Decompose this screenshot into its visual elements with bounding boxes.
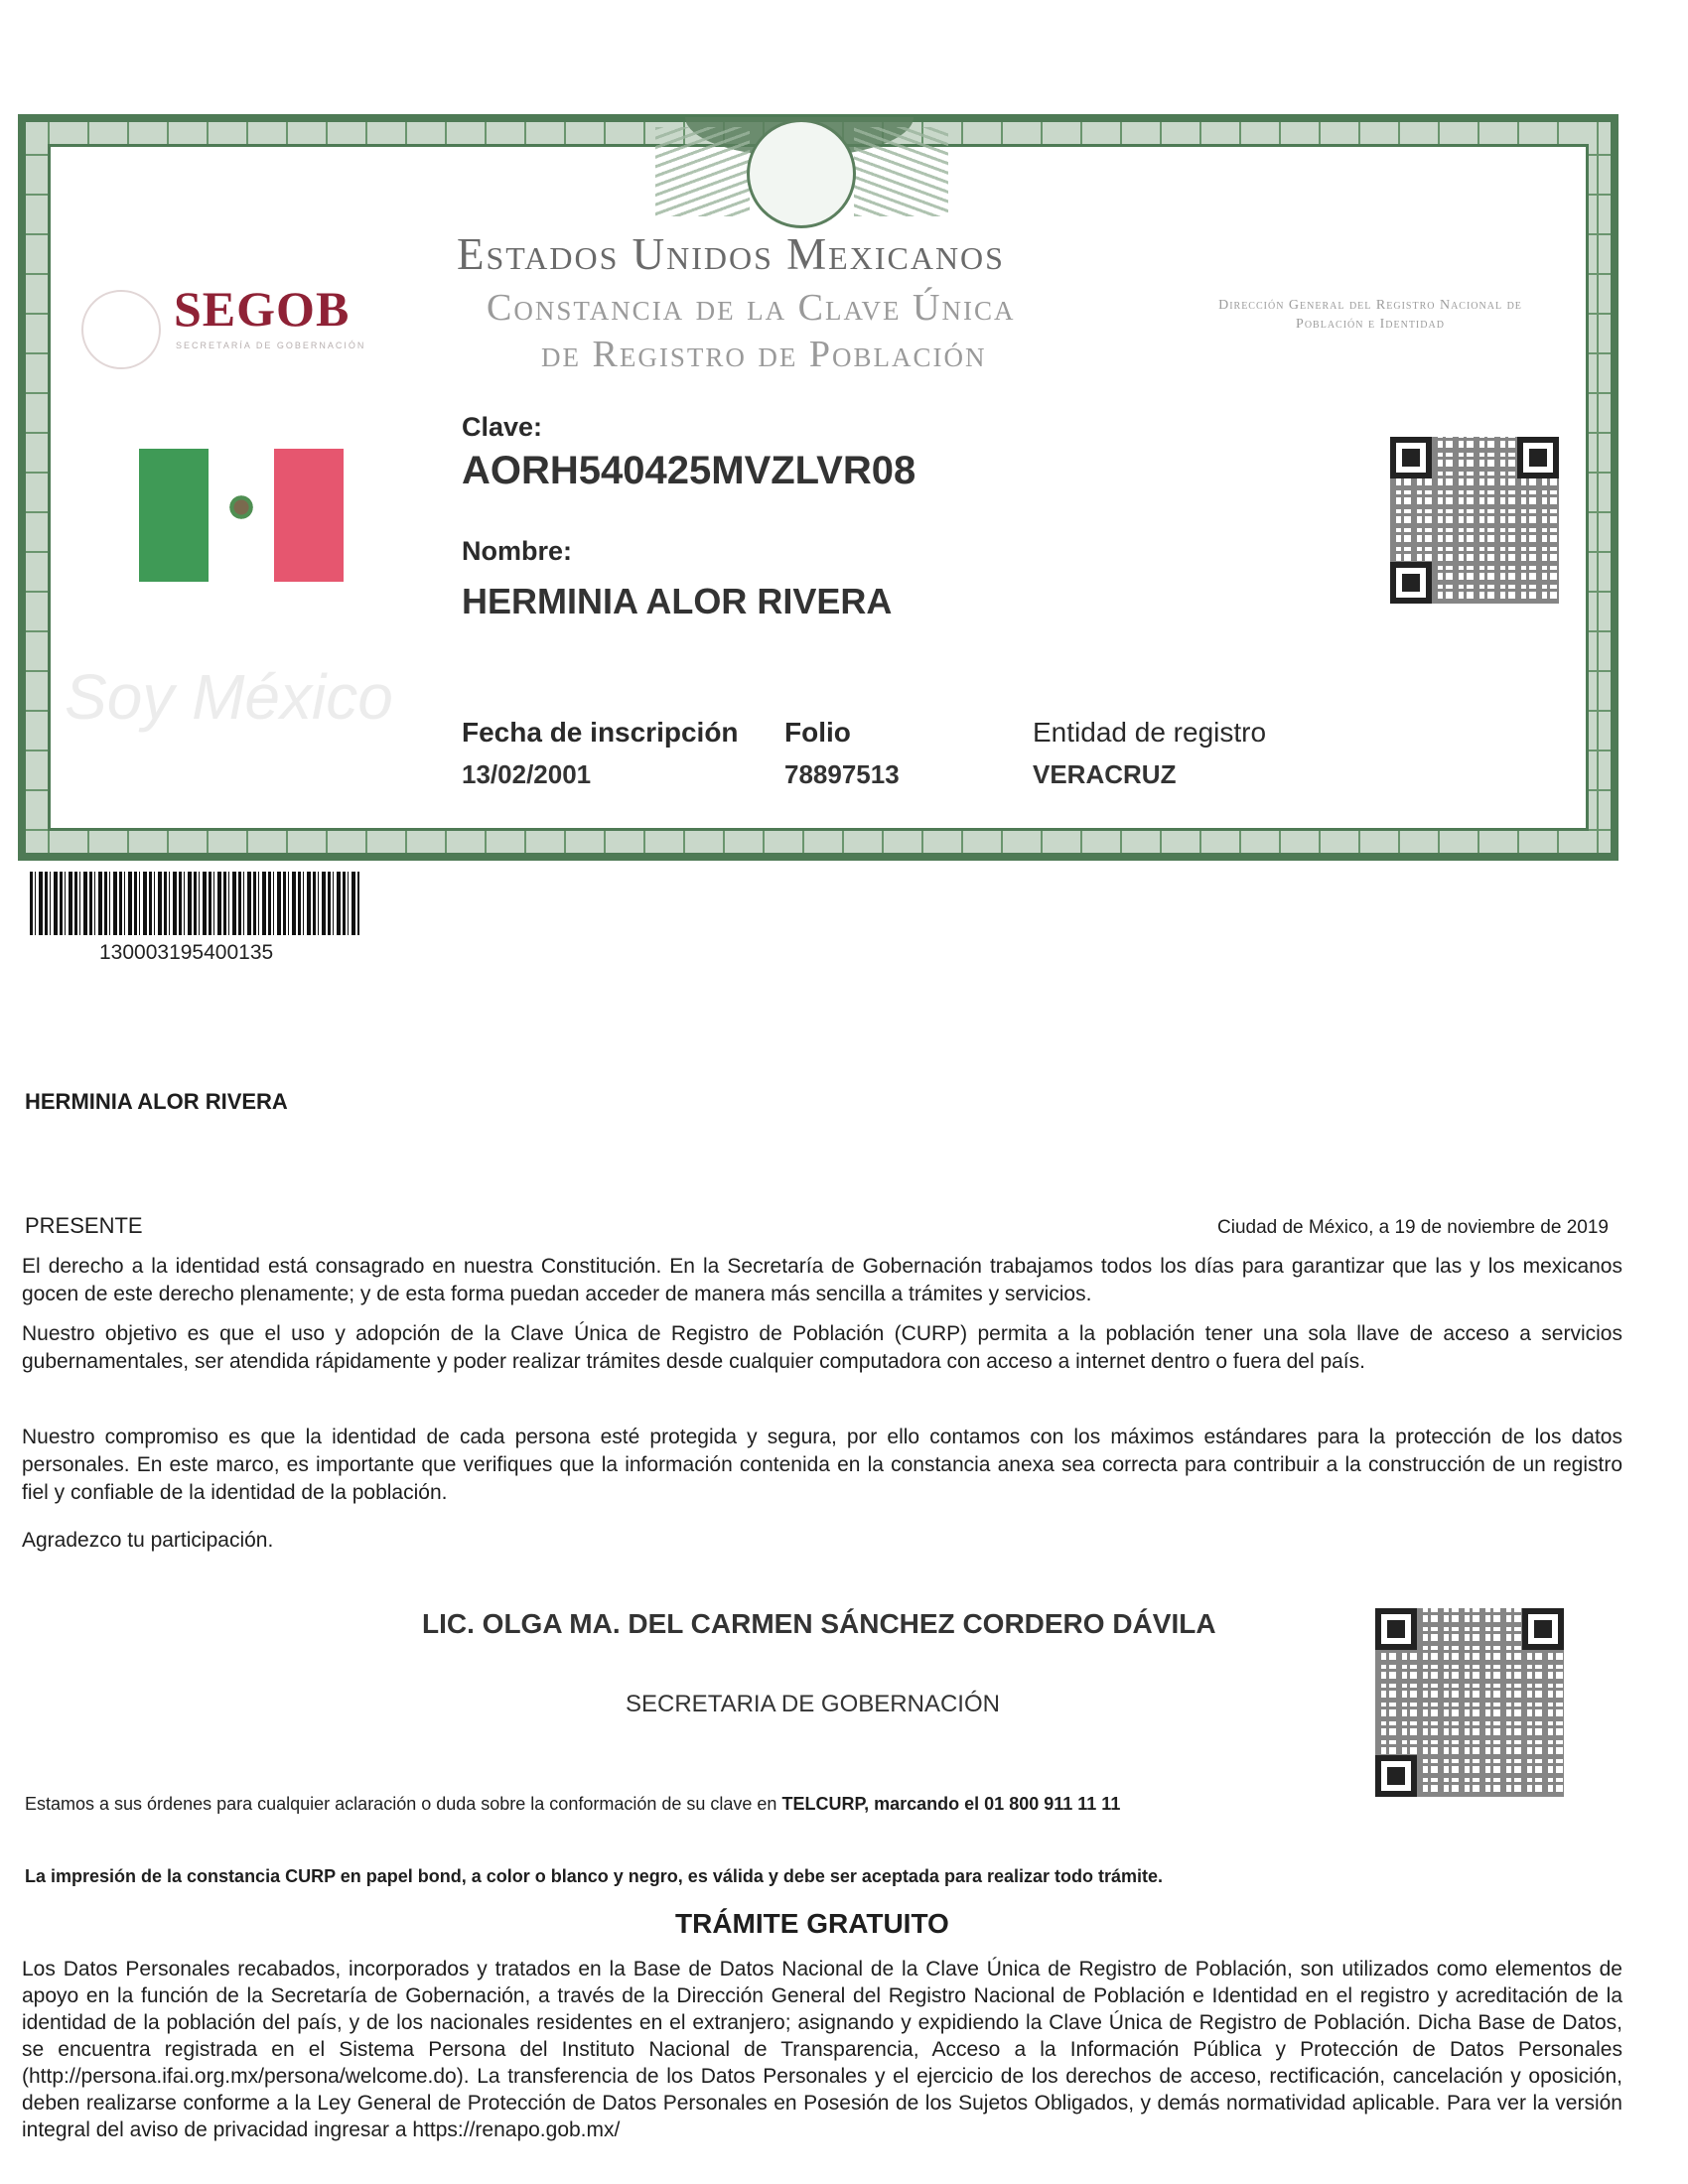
barcode-number: 130003195400135 <box>99 941 274 964</box>
free-procedure-title: TRÁMITE GRATUITO <box>675 1908 949 1939</box>
emblem-ornament-left <box>655 127 750 216</box>
watermark-text: Soy México <box>65 661 393 733</box>
barcode-icon <box>30 872 359 935</box>
contact-notice <box>25 1794 1120 1815</box>
fecha-inscripcion-label: Fecha de inscripción <box>462 717 739 748</box>
nombre-value: HERMINIA ALOR RIVERA <box>462 581 893 621</box>
folio-label: Folio <box>784 717 851 748</box>
emblem-ornament-right <box>854 127 948 216</box>
contact-text: Estamos a sus órdenes para cualquier aclaración o duda sobre la conformación de su clave en <box>25 1794 782 1814</box>
recipient-name: HERMINIA ALOR RIVERA <box>25 1089 288 1114</box>
certificate-title-line2: Constancia de la Clave Única <box>487 287 1016 329</box>
contact-phone: TELCURP, marcando el 01 800 911 11 11 <box>781 1794 1121 1814</box>
segob-logo: SEGOB <box>174 281 351 337</box>
agency-name: Dirección General del Registro Nacional de Población e Identidad <box>1218 298 1522 332</box>
letter-paragraph-1: El derecho a la identidad está consagrado en nuestra Constitución. En la Secretaría de Gobernación trabajamos todos los días para garantizar que las y los mexicanos gocen de este derecho plenamente; y de esta forma puedan acceder de manera más sencilla a trámites y servicios. <box>22 1255 1622 1305</box>
salutation: PRESENTE <box>25 1213 143 1238</box>
entidad-registro-label: Entidad de registro <box>1033 717 1267 748</box>
letter-paragraph-2: Nuestro objetivo es que el uso y adopción de la Clave Única de Registro de Población (CURP) permita a la población tener una sola llave de acceso a servicios gubernamentales, ser atendida rápidamente y poder realizar trámites desde cualquier computadora con acceso a internet dentro o fuera del país. <box>22 1322 1622 1373</box>
certificate-title-line3: de Registro de Población <box>541 334 987 375</box>
closing-line: Agradezco tu participación. <box>22 1529 274 1552</box>
mexican-flag-icon <box>139 449 344 582</box>
signatory-name: LIC. OLGA MA. DEL CARMEN SÁNCHEZ CORDERO DÁVILA <box>422 1608 1216 1639</box>
nombre-label: Nombre: <box>462 536 573 566</box>
entidad-registro-value: VERACRUZ <box>1033 759 1177 789</box>
fecha-inscripcion-value: 13/02/2001 <box>462 759 592 789</box>
segob-seal-icon <box>81 290 161 369</box>
qr-code-icon <box>1390 437 1559 604</box>
folio-value: 78897513 <box>784 759 900 789</box>
signatory-title: SECRETARIA DE GOBERNACIÓN <box>626 1691 1000 1717</box>
clave-value: AORH540425MVZLVR08 <box>462 449 916 492</box>
certificate-title-country: Estados Unidos Mexicanos <box>457 229 1005 279</box>
national-coat-of-arms-icon <box>747 119 856 228</box>
letter-paragraph-3: Nuestro compromiso es que la identidad de cada persona esté protegida y segura, por ello contamos con los máximos estándares para la protección de los datos personales. En este marco, es importante que verifiques que la información contenida en la constancia anexa sea correcta para contribuir a la construcción de un registro fiel y confiable de la identidad de la población. <box>22 1426 1622 1504</box>
qr-code-icon <box>1375 1608 1564 1797</box>
segob-logo-subtitle: SECRETARÍA DE GOBERNACIÓN <box>176 341 366 350</box>
place-and-date: Ciudad de México, a 19 de noviembre de 2019 <box>1217 1217 1609 1238</box>
clave-label: Clave: <box>462 412 543 442</box>
print-validity-notice: La impresión de la constancia CURP en papel bond, a color o blanco y negro, es válida y debe ser aceptada para realizar todo trámite. <box>25 1866 1164 1886</box>
privacy-notice: Los Datos Personales recabados, incorporados y tratados en la Base de Datos Nacional de la Clave Única de Registro de Población, son utilizados como elementos de apoyo en la función de la Secretaría de Gobernación, a través de la Dirección General del Registro Nacional de Población e Identidad en el registro y acreditación de la identidad de la población del país, y de los nacionales residentes en el extranjero; asignando y expidiendo la Clave Única de Registro de Población. Dicha Base de Datos, se encuentra registrada en el Sistema Persona del Instituto Nacional de Transparencia, Acceso a la Información Pública y Protección de Datos Personales (http://persona.ifai.org.mx/persona/welcome.do). La transferencia de los Datos Personales y el ejercicio de los derechos de acceso, rectificación, cancelación y oposición, deben realizarse conforme a la Ley General de Protección de Datos Personales en Posesión de los Sujetos Obligados, y demás normatividad aplicable. Para ver la versión integral del aviso de privacidad ingresar a https://renapo.gob.mx/ <box>22 1958 1622 2141</box>
